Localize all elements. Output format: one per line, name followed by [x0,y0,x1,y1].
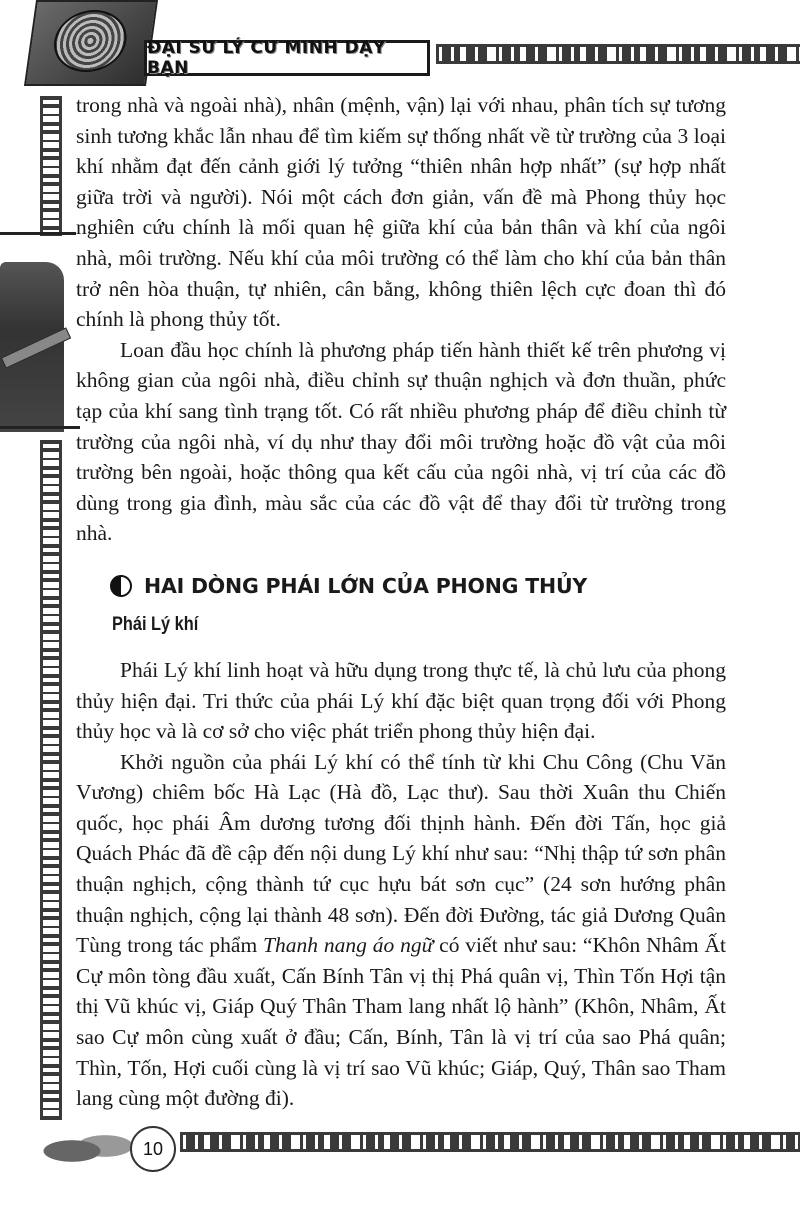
left-key-border-bottom [40,440,62,1120]
section-heading [76,569,726,603]
dragon-image [28,1126,138,1176]
left-key-border-top [40,96,62,236]
paragraph-text: Khởi nguồn của phái Lý khí có thể tính từ khi Chu Công (Chu Văn Vương) chiêm bốc Hà Lạc (Hà đồ, Lạc thư). Sau thời Xuân thu Chiến quốc, học phái Âm dương tương đối thịnh hành. Đến đời Tấn, học giả Quách Phác đã đề cập đến nội dung Lý khí như sau: “Nhị thập tứ sơn phân thuận nghịch, cộng thành tứ cục hựu bát sơn cục” (24 sơn hướng phân thuận nghịch, cộng lại thành 48 sơn). Đến đời Đường, tác giả Dương Quân Tùng trong tác phẩm [76,749,726,958]
figure-image [0,232,70,432]
page-body [76,90,726,1114]
footer-key-border [180,1132,800,1152]
header-key-border [436,44,800,64]
page-number: 10 [130,1126,176,1172]
paragraph: Phái Lý khí linh hoạt và hữu dụng trong thực tế, là chủ lưu của phong thủy hiện đại. Tri thức của phái Lý khí đặc biệt quan trọng đối với Phong thủy học và là cơ sở cho việc phát triển phong thủy hiện đại. [76,657,726,744]
running-header-title: ĐẠI SƯ LÝ CƯ MINH DẠY BẠN [144,40,430,76]
paragraph [76,747,726,1114]
yin-yang-icon [110,575,132,597]
book-title: Thanh nang áo ngữ [263,933,434,958]
paragraph-continued: trong nhà và ngoài nhà), nhân (mệnh, vận) lại với nhau, phân tích sự tương sinh tương khắc lẫn nhau để tìm kiếm sự thống nhất về từ trường của 3 loại khí nhằm đạt đến cảnh giới lý tưởng “thiên nhân hợp nhất” (sự hợp nhất giữa trời và người). Nói một cách đơn giản, vấn đề mà Phong thủy học nghiên cứu chính là mối quan hệ giữa khí của bản thân và khí của ngôi nhà, môi trường. Nếu khí của môi trường có thể làm cho khí của bản thân trở nên hòa thuận, tự nhiên, cân bằng, không thiên lệch cực đoan thì đó chính là phong thủy tốt. [76,93,726,332]
paragraph: Loan đầu học chính là phương pháp tiến hành thiết kế trên phương vị không gian của ngôi nhà, điều chỉnh sự thuận nghịch và đơn thuần, phức tạp của khí sang tình trạng tốt. Có rất nhiều phương pháp để điều chỉnh từ trường của ngôi nhà, ví dụ như thay đổi môi trường hoặc đồ vật của môi trường bên ngoài, hoặc thông qua kết cấu của ngôi nhà, vị trí của các đồ dùng trong gia đình, màu sắc của các đồ vật để thay đổi từ trường trong nhà. [76,337,726,546]
section-heading-text: HAI DÒNG PHÁI LỚN CỦA PHONG THỦY [144,573,588,598]
paragraph-text: có viết như sau: “Khôn Nhâm Ất Cự môn tòng đầu xuất, Cấn Bính Tân vị thị Phá quân vị, Thìn Tốn Hợi tận thị Vũ khúc vị, Giáp Quý Thân Tham lang nhất lộ hành” (Khôn, Nhâm, Ất sao Cự môn cùng xuất ở đầu; Cấn, Bính, Tân là vị trí của sao Phá quân; Thìn, Tốn, Hợi cuối cùng là vị trí sao Vũ khúc; Giáp, Quý, Thân sao Tham lang cùng một đường đi). [76,933,726,1111]
sub-heading: Phái Lý khí [112,613,199,635]
compass-image [24,0,158,86]
